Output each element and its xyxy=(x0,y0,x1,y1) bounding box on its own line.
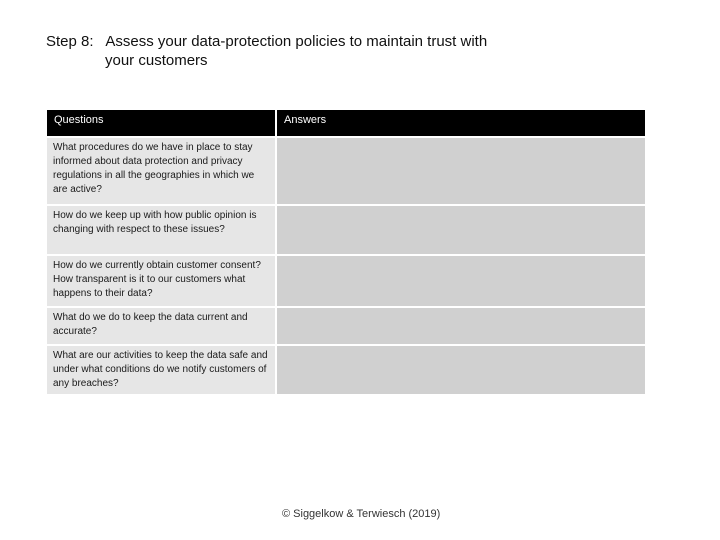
table-row xyxy=(47,256,645,306)
table-header-row xyxy=(47,110,645,136)
answer-cell[interactable] xyxy=(277,256,645,306)
table-row xyxy=(47,138,645,204)
question-cell: What procedures do we have in place to stay informed about data protection and privacy regulations in all the geographies in which we are active? xyxy=(47,138,275,204)
question-cell: How do we currently obtain customer consent? How transparent is it to our customers what happens to their data? xyxy=(47,256,275,306)
step-label: Step 8: xyxy=(46,33,94,50)
title-line-1 xyxy=(46,32,487,51)
answer-cell[interactable] xyxy=(277,206,645,254)
title-line-2: your customers xyxy=(105,52,208,69)
table-row xyxy=(47,308,645,344)
page-title xyxy=(46,32,487,70)
answer-cell[interactable] xyxy=(277,308,645,344)
answer-cell[interactable] xyxy=(277,346,645,394)
table-row xyxy=(47,346,645,394)
copyright-footer: © Siggelkow & Terwiesch (2019) xyxy=(282,508,441,520)
question-cell: What do we do to keep the data current and accurate? xyxy=(47,308,275,344)
question-cell: What are our activities to keep the data safe and under what conditions do we notify customers of any breaches? xyxy=(47,346,275,394)
question-cell: How do we keep up with how public opinion is changing with respect to these issues? xyxy=(47,206,275,254)
table-row xyxy=(47,206,645,254)
questions-header: Questions xyxy=(47,110,275,136)
answer-cell[interactable] xyxy=(277,138,645,204)
answers-header: Answers xyxy=(277,110,645,136)
qa-table xyxy=(45,108,647,396)
title-text: Assess your data-protection policies to maintain trust with xyxy=(105,33,488,50)
